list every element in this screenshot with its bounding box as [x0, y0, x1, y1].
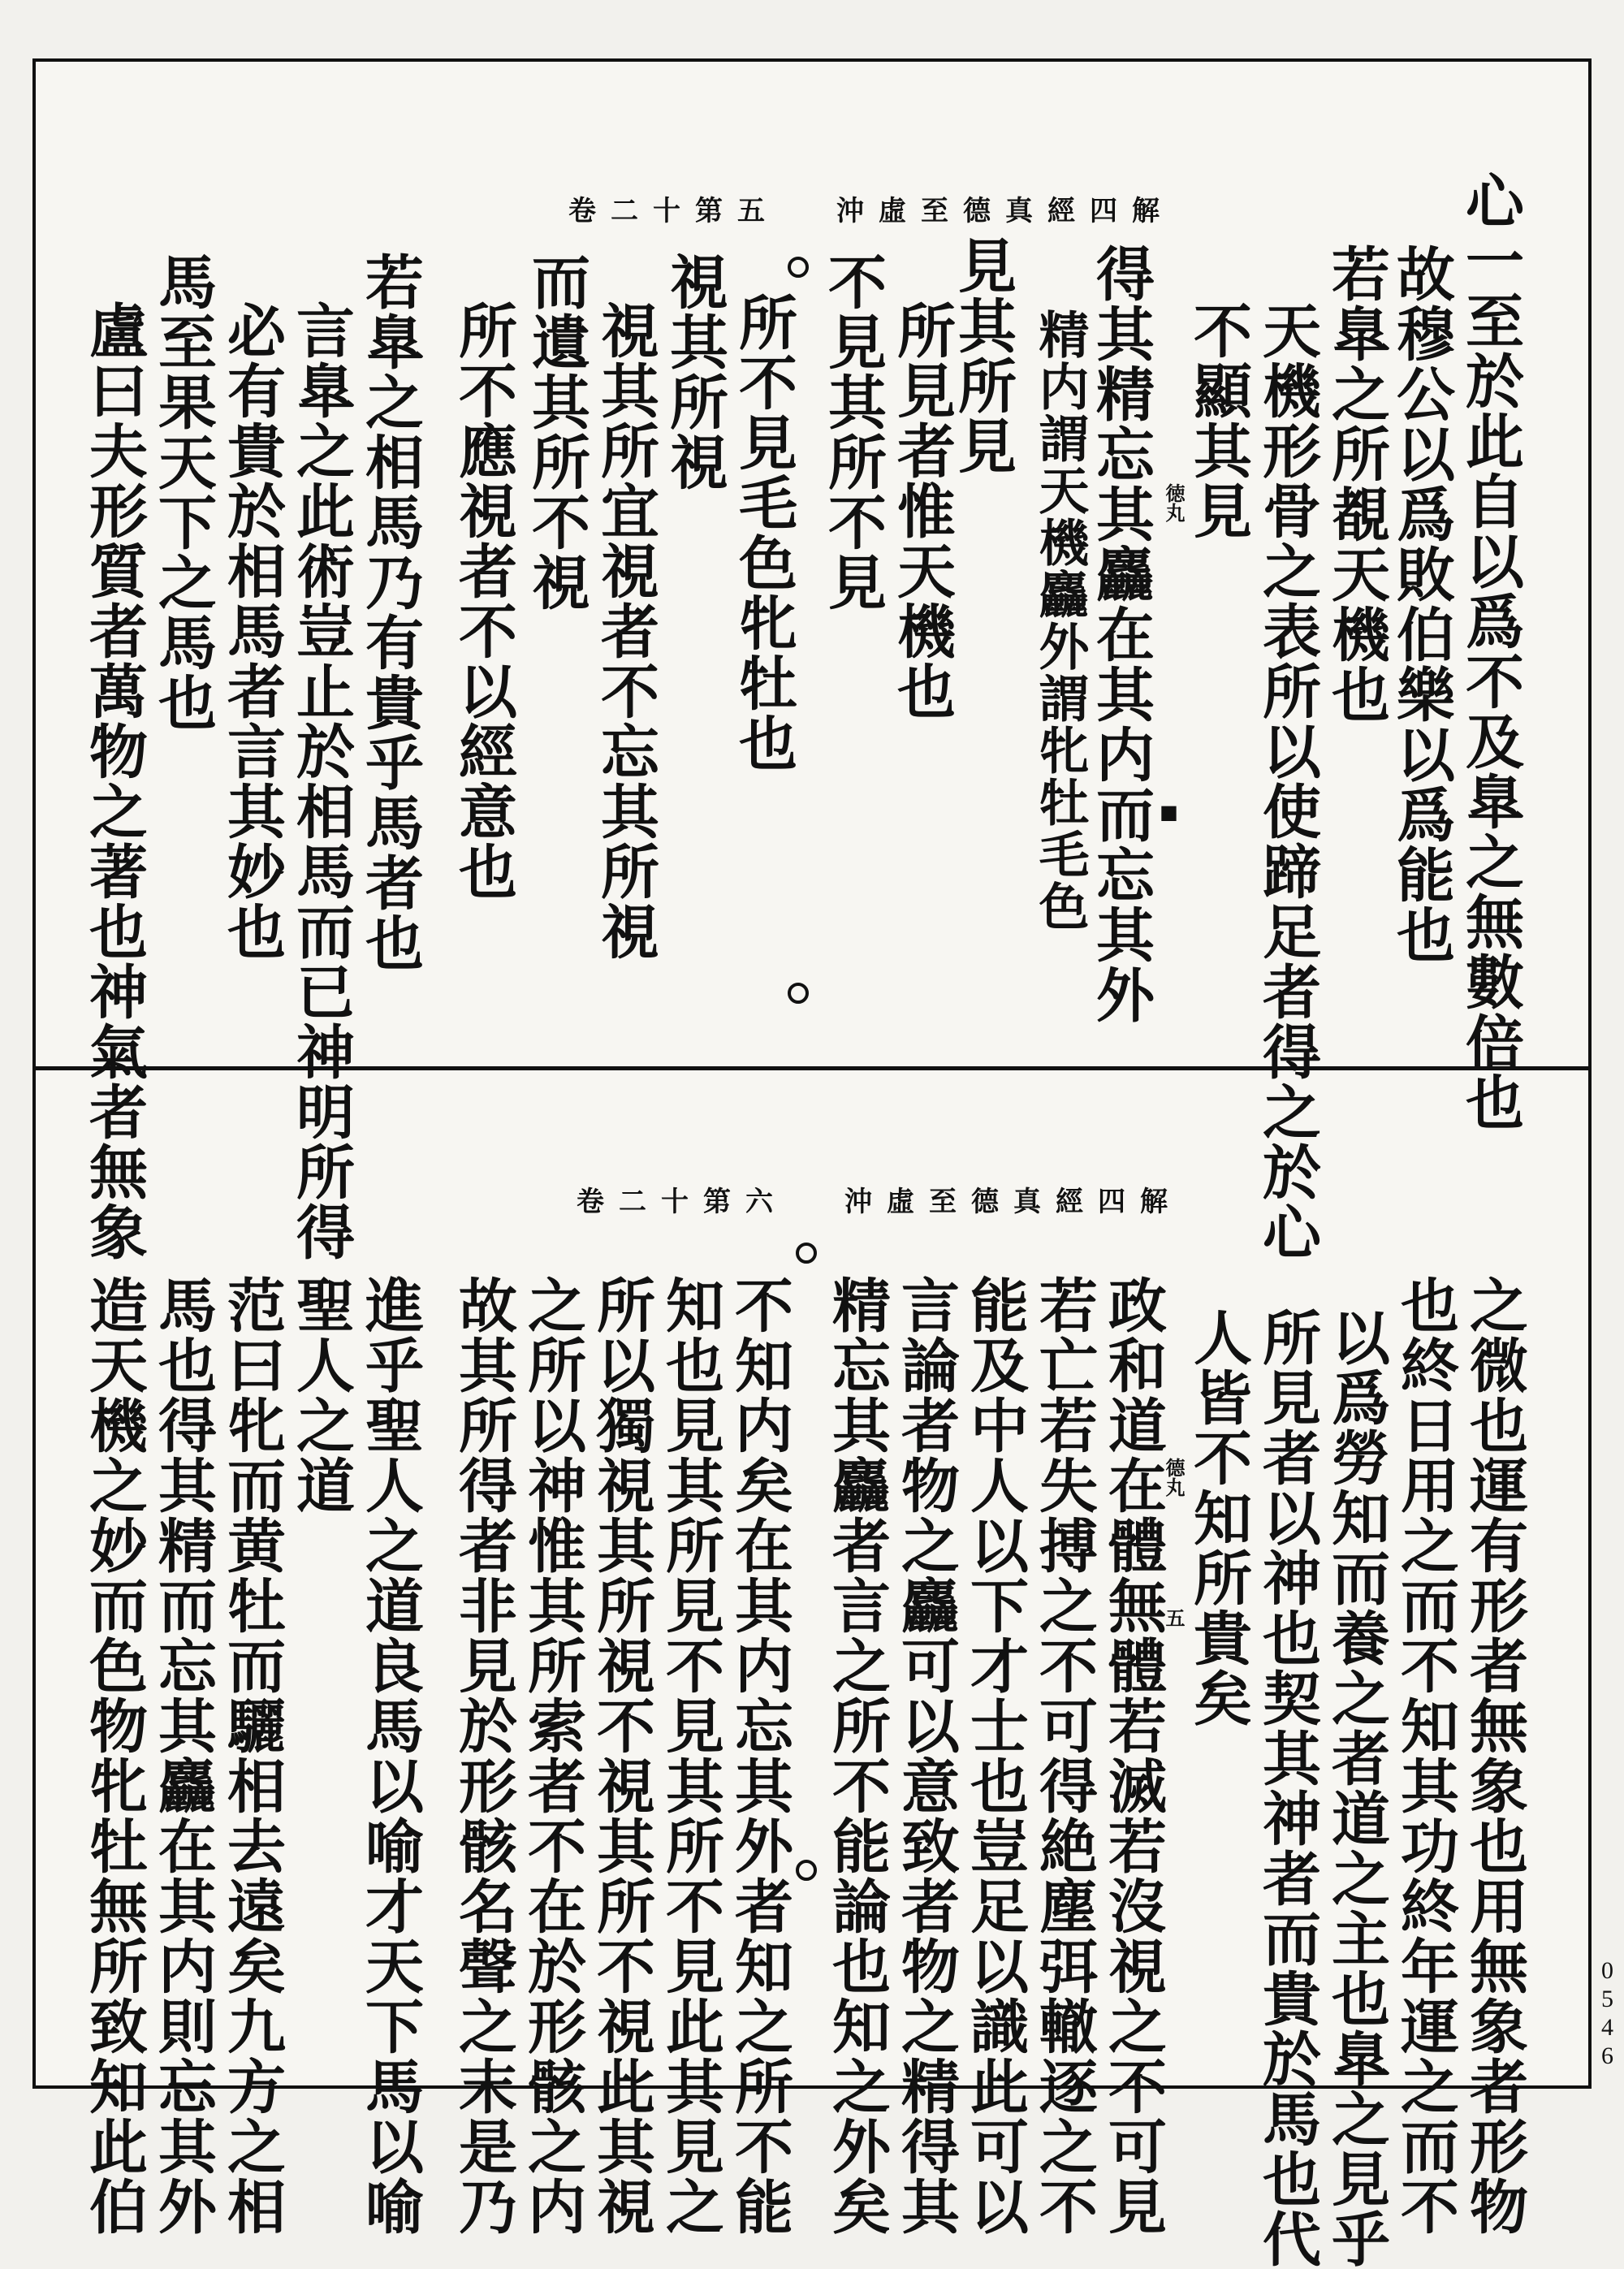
- bottom-col-17: 聖人之道: [287, 1275, 356, 1515]
- bottom-col-6: 政和道在體無體若滅若沒視之不可見: [1099, 1275, 1168, 2237]
- top-circle-mark-2: [788, 983, 809, 1004]
- bottom-col-16: 進乎聖人之道良馬以喻才天下馬以喻: [356, 1275, 425, 2237]
- top-col-9: 所見者惟天機也: [888, 300, 957, 721]
- bottom-col-3: 以爲勞知而養之者道之主也臯之見乎: [1322, 1307, 1391, 2269]
- bottom-header: [577, 1179, 1182, 1219]
- top-col-20: 盧曰夫形質者萬物之著也神氣者無象: [80, 300, 149, 1262]
- top-col-6: 得其精忘其麤在其内而忘其外: [1086, 244, 1155, 1025]
- page-number: 0546: [1594, 1957, 1621, 2071]
- bottom-col-2: 也終日用之而不知其功終年運之而不: [1391, 1275, 1460, 2237]
- section-divider: [32, 1066, 1592, 1070]
- bottom-col-5: 人皆不知所貴矣: [1184, 1307, 1253, 1728]
- top-circle-mark-1: [788, 257, 809, 278]
- top-col-7: 精内謂天機麤外謂牝牡毛色: [1030, 309, 1090, 932]
- top-header: [568, 188, 1174, 228]
- bottom-col-9: 言論者物之麤可以意致者物之精得其: [892, 1275, 961, 2237]
- top-col-15: 所不應視者不以經意也: [449, 300, 518, 901]
- bottom-col-7: 若亡若失搏之不可得絶塵弭轍逐之不: [1030, 1275, 1099, 2237]
- bottom-col-15: 故其所得者非見於形骸名聲之末是乃: [449, 1275, 518, 2237]
- bottom-col-14: 之所以神惟其所索者不在於形骸之内: [518, 1275, 587, 2237]
- top-header-juan: 卷二十第五: [568, 195, 780, 227]
- bottom-commentator-note: 德丸: [1162, 1458, 1186, 1497]
- bottom-col-20: 造天機之妙而色物牝牡無所致知此伯: [80, 1275, 149, 2237]
- bottom-col-18: 范曰牝而黄牡而驪相去遠矣九方之相: [218, 1275, 287, 2237]
- bottom-col-1: 之微也運有形者無象也用無象者形物: [1460, 1275, 1529, 2237]
- top-col-11: 所不見毛色牝牡也: [729, 292, 798, 773]
- top-col-8: 見其所見: [948, 236, 1017, 476]
- bottom-marker: 五: [1162, 1608, 1186, 1627]
- top-header-title: 沖虛至德真經四解: [836, 195, 1174, 227]
- top-col-12: 視其所視: [660, 252, 729, 492]
- top-box-mark: ■: [1157, 800, 1181, 823]
- top-col-16: 若臯之相馬乃有貴乎馬者也: [356, 252, 425, 973]
- top-col-4: 天機形骨之表所以使蹄足者得之於心: [1253, 300, 1322, 1262]
- top-col-10: 不見其所不見: [818, 252, 888, 612]
- bottom-col-4: 所見者以神也契其神者而貴於馬也代: [1253, 1307, 1322, 2269]
- bottom-circle-mark-1: [796, 1243, 817, 1264]
- bottom-circle-mark-2: [796, 1860, 817, 1881]
- bottom-col-11: 不知内矣在其内忘其外者知之所不能: [725, 1275, 794, 2237]
- top-col-2: 故穆公以爲敗伯樂以爲能也: [1387, 244, 1456, 965]
- top-col-14: 而遺其所不視: [522, 252, 591, 612]
- bottom-col-19: 馬也得其精而忘其麤在其内則忘其外: [149, 1275, 218, 2237]
- top-col-17: 言臯之此術豈止於相馬而已神明所得: [287, 300, 356, 1262]
- bottom-col-13: 所以獨視其所視不視其所不視此其視: [587, 1275, 656, 2237]
- bottom-col-8: 能及中人以下才士也豈足以識此可以: [961, 1275, 1030, 2237]
- top-col-18: 必有貴於相馬者言其妙也: [218, 300, 287, 962]
- top-col-3: 若臯之所覩天機也: [1322, 244, 1391, 724]
- top-col-19: 馬至果天下之馬也: [149, 252, 218, 733]
- bottom-header-juan: 卷二十第六: [577, 1186, 788, 1218]
- top-commentator-note: 徳丸: [1162, 483, 1186, 522]
- top-col-1: 心一至於此自以爲不及臯之無數倍也: [1456, 171, 1525, 1132]
- bottom-col-10: 精忘其麤者言之所不能論也知之外矣: [823, 1275, 892, 2237]
- bottom-col-12: 知也見其所見不見其所不見此其見之: [656, 1275, 725, 2237]
- top-col-13: 視其所宜視者不忘其所視: [591, 300, 660, 962]
- bottom-header-title: 沖虛至德真經四解: [844, 1186, 1182, 1218]
- top-col-5: 不顯其見: [1184, 300, 1253, 541]
